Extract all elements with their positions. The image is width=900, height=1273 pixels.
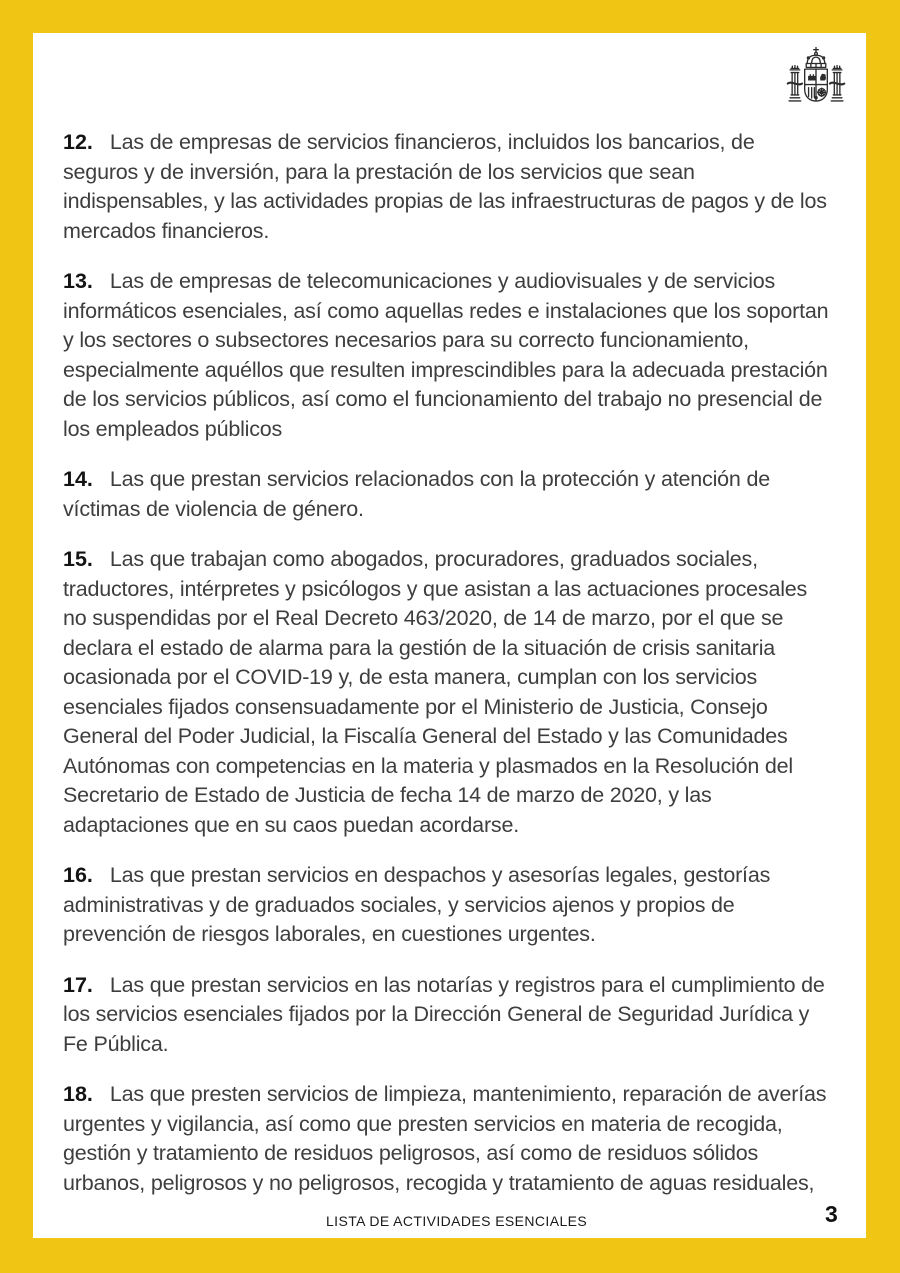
item-number: 14. bbox=[63, 467, 93, 491]
item-number: 12. bbox=[63, 130, 93, 154]
item-text: Las que trabajan como abogados, procuradores, graduados sociales, traductores, intérpretes y psicólogos y que asistan a las actuaciones procesales no suspendidas por el Real Decreto 463/2020, de 14 de marzo, por el que se declara el estado de alarma para la gestión de la situación de crisis sanitaria ocasionada por el COVID-19 y, de esta manera, cumplan con los servicios esenciales fijados consensuadamente por el Ministerio de Justicia, Consejo General del Poder Judicial, la Fiscalía General del Estado y las Comunidades Autónomas con competencias en la materia y plasmados en la Resolución del Secretario de Estado de Justicia de fecha 14 de marzo de 2020, y las adaptaciones que en su caos puedan acordarse. bbox=[63, 547, 808, 837]
list-item-16 bbox=[63, 861, 834, 950]
item-text: Las que prestan servicios en las notarías y registros para el cumplimiento de los servicios esenciales fijados por la Dirección General de Seguridad Jurídica y Fe Pública. bbox=[63, 972, 825, 1056]
item-text: Las de empresas de telecomunicaciones y audiovisuales y de servicios informáticos esenciales, así como aquellas redes e instalaciones que los soportan y los sectores o subsectores necesarios para su correcto funcionamiento, especialmente aquéllos que resulten imprescindibles para la adecuada prestación de los servicios públicos, así como el funcionamiento del trabajo no presencial de los empleados públicos bbox=[63, 269, 829, 441]
list-item-15 bbox=[63, 545, 834, 840]
document-body bbox=[33, 33, 866, 1219]
item-number: 13. bbox=[63, 269, 93, 293]
item-number: 16. bbox=[63, 863, 93, 887]
item-text: Las que prestan servicios relacionados con la protección y atención de víctimas de violencia de género. bbox=[63, 467, 770, 521]
item-text: Las que prestan servicios en despachos y asesorías legales, gestorías administrativas y de graduados sociales, y servicios ajenos y propios de prevención de riesgos laborales, en cuestiones urgentes. bbox=[63, 863, 771, 946]
page-number: 3 bbox=[825, 1201, 838, 1227]
list-item-18 bbox=[63, 1080, 834, 1198]
footer-title: LISTA DE ACTIVIDADES ESENCIALES bbox=[326, 1213, 588, 1229]
list-item-13 bbox=[63, 267, 834, 444]
item-number: 18. bbox=[63, 1082, 93, 1106]
paper-sheet bbox=[33, 33, 866, 1238]
list-item-14 bbox=[63, 465, 834, 524]
item-number: 17. bbox=[63, 972, 93, 997]
item-text: Las que presten servicios de limpieza, mantenimiento, reparación de averías urgentes y vigilancia, así como que presten servicios en materia de recogida, gestión y tratamiento de residuos peligrosos, así como de residuos sólidos urbanos, peligrosos y no peligrosos, recogida y tratamiento de aguas residuales, bbox=[63, 1082, 827, 1195]
item-text: Las de empresas de servicios financieros, incluidos los bancarios, de seguros y de inversión, para la prestación de los servicios que sean indispensables, y las actividades propias de las infraestructuras de pagos y de los mercados financieros. bbox=[63, 130, 827, 243]
list-item-12 bbox=[63, 128, 834, 246]
item-number: 15. bbox=[63, 547, 93, 571]
list-item-17 bbox=[63, 971, 834, 1060]
